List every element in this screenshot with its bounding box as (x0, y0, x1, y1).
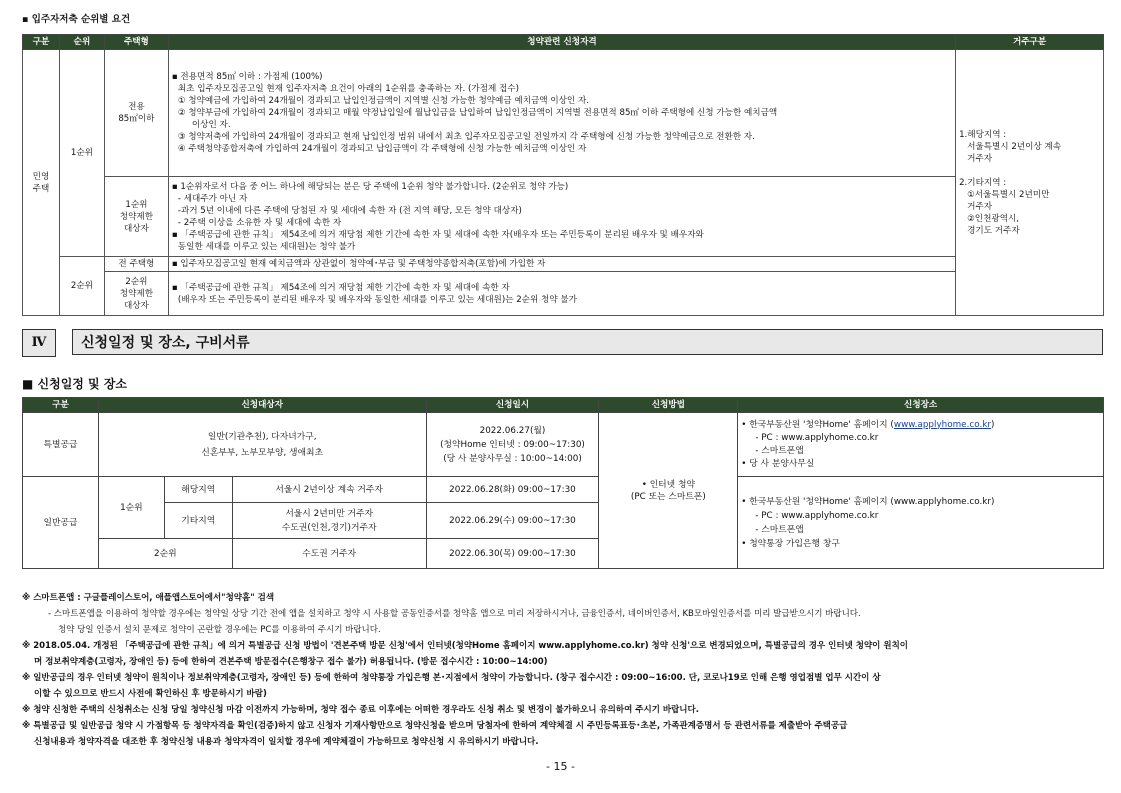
note-line: - 스마트폰앱을 이용하여 청약할 경우에는 청약일 상당 기간 전에 앱을 설치하고 청약 시 사용할 공동인증서를 청약홈 앱으로 미리 저장하시거나, 금융인증서, 네이버인증서, KB모바일인증서를 미리 발급받으시기 바랍니다. (48, 609, 861, 619)
detail-line: ▪ 「주택공급에 관한 규칙」 제54조에 의거 재당첨 제한 기간에 속한 자 및 세대에 속한 자(배우자 또는 주민등록이 분리된 배우자 및 배우자와 (171, 229, 704, 240)
table-header-row (23, 398, 1104, 413)
note-line: ※ 일반공급의 경우 인터넷 청약이 원칙이나 정보취약계층(고령자, 장애인 등) 등에 한하여 청약통장 가입은행 본･지점에서 청약이 가능합니다. (창구 접수시간 : 09:00~16:00. 단, 코로나19로 인해 은행 영업점별 업무 시간이 상 (22, 673, 881, 683)
note-line: ※ 2018.05.04. 개정된 「주택공급에 관한 규칙」에 의거 특별공급 신청 방법이 '견본주택 방문 신청'에서 인터넷(청약Home 홈페이지 www.applyhome.co.kr) 청약 신청'으로 변경되었으며, 특별공급의 경우 인터넷 청약이 원칙이 (22, 641, 908, 651)
other-date-cell: 2022.06.29(수) 09:00~17:30 (426, 503, 599, 539)
all-type-cell: 전 주택형 (104, 257, 168, 272)
table-row (23, 272, 1104, 316)
detail-line: ▪ 1순위자로서 다음 중 어느 하나에 해당되는 분은 당 주택에 1순위 청약 불가합니다. (2순위로 청약 가능) (171, 181, 569, 192)
schedule-heading: ■ 신청일정 및 장소 (22, 377, 128, 391)
special-target-cell: 일반(기관추천), 다자녀가구, 신혼부부, 노부모부양, 생애최초 (98, 413, 426, 477)
section-title-requirements: ▪ 입주자저축 순위별 요건 (22, 14, 131, 25)
place-line: • 한국부동산원 '청약Home' 홈페이지 (www.applyhome.co.kr) (741, 496, 995, 507)
notes-block (22, 590, 1104, 750)
note-line: ※ 스마트폰앱 : 구글플레이스토어, 애플앱스토어에서"청약홈" 검색 (22, 593, 275, 603)
special-supply-label: 특별공급 (23, 413, 99, 477)
detail-line: ③ 청약저축에 가입하여 24개월이 경과되고 현재 납입인정 범위 내에서 최초 입주자모집공고일 전일까지 각 주택형에 신청 가능한 청약예금으로 전환한 자. (177, 132, 755, 142)
detail-line: (배우자 또는 주민등록이 분리된 배우자 및 배우자와 동일한 세대를 이루고 있는 세대원)는 2순위 청약 불가 (177, 294, 577, 305)
general-place-cell (738, 477, 1104, 569)
header-cell: 구분 (23, 35, 60, 50)
chapter-header (22, 329, 1104, 357)
detail-line: ④ 주택청약종합저축에 가입하여 24개월이 경과되고 납입금액이 각 주택형에 신청 가능한 예치금액 이상인 자 (177, 144, 587, 154)
page-number: - 15 - (546, 760, 575, 773)
place-text: • 한국부동산원 '청약Home' 홈페이지 ( (741, 419, 894, 430)
detail-line: 동일한 세대를 이루고 있는 세대원)는 청약 불가 (177, 241, 356, 252)
residence-line: 거주자 (967, 153, 992, 164)
place-line: • 청약통장 가입은행 창구 (741, 538, 840, 549)
residence-line: 2.기타지역 : (959, 177, 1007, 188)
residence-line: ②인천광역시, (967, 213, 1020, 224)
special-date-cell: 2022.06.27(월) (청약Home 인터넷 : 09:00~17:30) (당 사 분양사무실 : 10:00~14:00) (426, 413, 599, 477)
group-cell: 민영 주택 (23, 50, 60, 316)
detail-line: - 2주택 이상을 소유한 자 및 세대에 속한 자 (177, 217, 342, 228)
table-row (23, 50, 1104, 177)
place-line: - PC : www.applyhome.co.kr (755, 432, 879, 443)
other-area-label: 기타지역 (164, 503, 232, 539)
rank2-cell: 2순위 (59, 257, 104, 316)
chapter-title: 신청일정 및 장소, 구비서류 (72, 329, 1103, 355)
other-target-cell: 서울시 2년미만 거주자 수도권(인천,경기)거주자 (232, 503, 426, 539)
detail-line: 이상인 자. (191, 120, 231, 130)
restrict2-cell: 2순위 청약제한 대상자 (104, 272, 168, 316)
residence-line: ①서울특별시 2년미만 (967, 189, 1050, 200)
detail-line: ② 청약부금에 가입하여 24개월이 경과되고 매월 약정납입일에 월납입금을 납입하여 납입인정금액이 지역별 전용면적 85㎡ 이하 주택형에 신청 가능한 예치금액 (177, 108, 778, 118)
header-cell: 구분 (23, 398, 99, 413)
general-rank1-cell: 1순위 (98, 477, 164, 539)
general-rank2-cell: 2순위 (98, 539, 232, 569)
header-cell: 거주구분 (956, 35, 1104, 50)
header-cell: 주택형 (104, 35, 168, 50)
header-cell: 청약관련 신청자격 (168, 35, 955, 50)
rank2-date-cell: 2022.06.30(목) 09:00~17:30 (426, 539, 599, 569)
note-line: ※ 특별공급 및 일반공급 청약 시 가점항목 등 청약자격을 확인(검증)하지 않고 신청자 기재사항만으로 청약신청을 받으며 당첨자에 한하여 계약체결 시 주민등록표등･초본, 가족관계증명서 등 관련서류를 제출받아 주택공급 (22, 721, 848, 731)
table-row (23, 177, 1104, 257)
detail-line: ▪ 전용면적 85㎡ 이하 : 가점제 (100%) (171, 72, 323, 82)
type85-cell: 전용 85㎡이하 (104, 50, 168, 177)
detail-line: -과거 5년 이내에 다른 주택에 당첨된 자 및 세대에 속한 자 (전 지역 해당, 모든 청약 대상자) (177, 205, 522, 216)
note-line: 이할 수 있으므로 반드시 사전에 확인하신 후 방문하시기 바람) (34, 689, 267, 699)
detail-line: ▪ 「주택공급에 관한 규칙」 제54조에 의거 재당첨 제한 기간에 속한 자 및 세대에 속한 자 (171, 282, 510, 293)
chapter-number: Ⅳ (22, 329, 56, 357)
header-cell: 신청일시 (426, 398, 599, 413)
table-row (23, 257, 1104, 272)
place-line: - 스마트폰앱 (755, 445, 804, 456)
header-cell: 신청대상자 (98, 398, 426, 413)
table-row (23, 477, 1104, 503)
table-row (23, 413, 1104, 477)
local-target-cell: 서울시 2년이상 계속 거주자 (232, 477, 426, 503)
note-line: ※ 청약 신청한 주택의 신청취소는 신청 당일 청약신청 마감 이전까지 가능하며, 청약 접수 종료 이후에는 어떠한 경우라도 신청 취소 및 변경이 불가하오니 유의하여 주시기 바랍니다. (22, 705, 699, 715)
method-cell: • 인터넷 청약 (PC 또는 스마트폰) (599, 413, 738, 569)
rank-requirements-table (22, 34, 1104, 316)
detail-line: 최초 입주자모집공고일 현재 입주자저축 요건이 아래의 1순위를 충족하는 자. (가점제 접수) (177, 84, 519, 94)
table-header-row (23, 35, 1104, 50)
place-line: - 스마트폰앱 (755, 524, 804, 535)
residence-line: 서울특별시 2년이상 계속 (967, 141, 1062, 152)
place-line: • 당 사 분양사무실 (741, 458, 815, 469)
restrict1-cell: 1순위 청약제한 대상자 (104, 177, 168, 257)
rank2-target-cell: 수도권 거주자 (232, 539, 426, 569)
type85-detail-cell (168, 50, 955, 177)
note-line: 청약 당일 인증서 설치 문제로 청약이 곤란할 경우에는 PC를 이용하여 주시기 바랍니다. (58, 625, 381, 635)
restrict2-detail-cell (168, 272, 955, 316)
all-type-detail-cell: ▪ 입주자모집공고일 현재 예치금액과 상관없이 청약예･부금 및 주택청약종합저축(포함)에 가입한 자 (168, 257, 955, 272)
general-supply-label: 일반공급 (23, 477, 99, 569)
note-line: 며 정보취약계층(고령자, 장애인 등) 등에 한하여 견본주택 방문접수(은행창구 접수 불가) 허용됩니다. (방문 접수시간 : 10:00~14:00) (34, 657, 548, 667)
place-line: - PC : www.applyhome.co.kr (755, 510, 879, 521)
rank1-cell: 1순위 (59, 50, 104, 257)
note-line: 신청내용과 청약자격을 대조한 후 청약신청 내용과 청약자격이 일치할 경우에 계약체결이 가능하므로 청약신청 시 유의하시기 바랍니다. (34, 737, 539, 747)
header-cell: 신청장소 (738, 398, 1104, 413)
header-cell: 신청방법 (599, 398, 738, 413)
place-text: ) (990, 419, 995, 430)
residence-line: 거주자 (967, 201, 992, 212)
detail-line: ① 청약예금에 가입하여 24개월이 경과되고 납입인정금액이 지역별 신청 가능한 청약예금 예치금액 이상인 자. (177, 96, 589, 106)
residence-cell (956, 50, 1104, 316)
local-area-label: 해당지역 (164, 477, 232, 503)
residence-line: 경기도 거주자 (967, 225, 1020, 236)
local-date-cell: 2022.06.28(화) 09:00~17:30 (426, 477, 599, 503)
special-place-cell (738, 413, 1104, 477)
restrict1-detail-cell (168, 177, 955, 257)
applyhome-link[interactable]: www.applyhome.co.kr (893, 419, 991, 430)
residence-line: 1.해당지역 : (959, 129, 1007, 140)
header-cell: 순위 (59, 35, 104, 50)
detail-line: - 세대주가 아닌 자 (177, 193, 248, 204)
schedule-table (22, 397, 1104, 569)
